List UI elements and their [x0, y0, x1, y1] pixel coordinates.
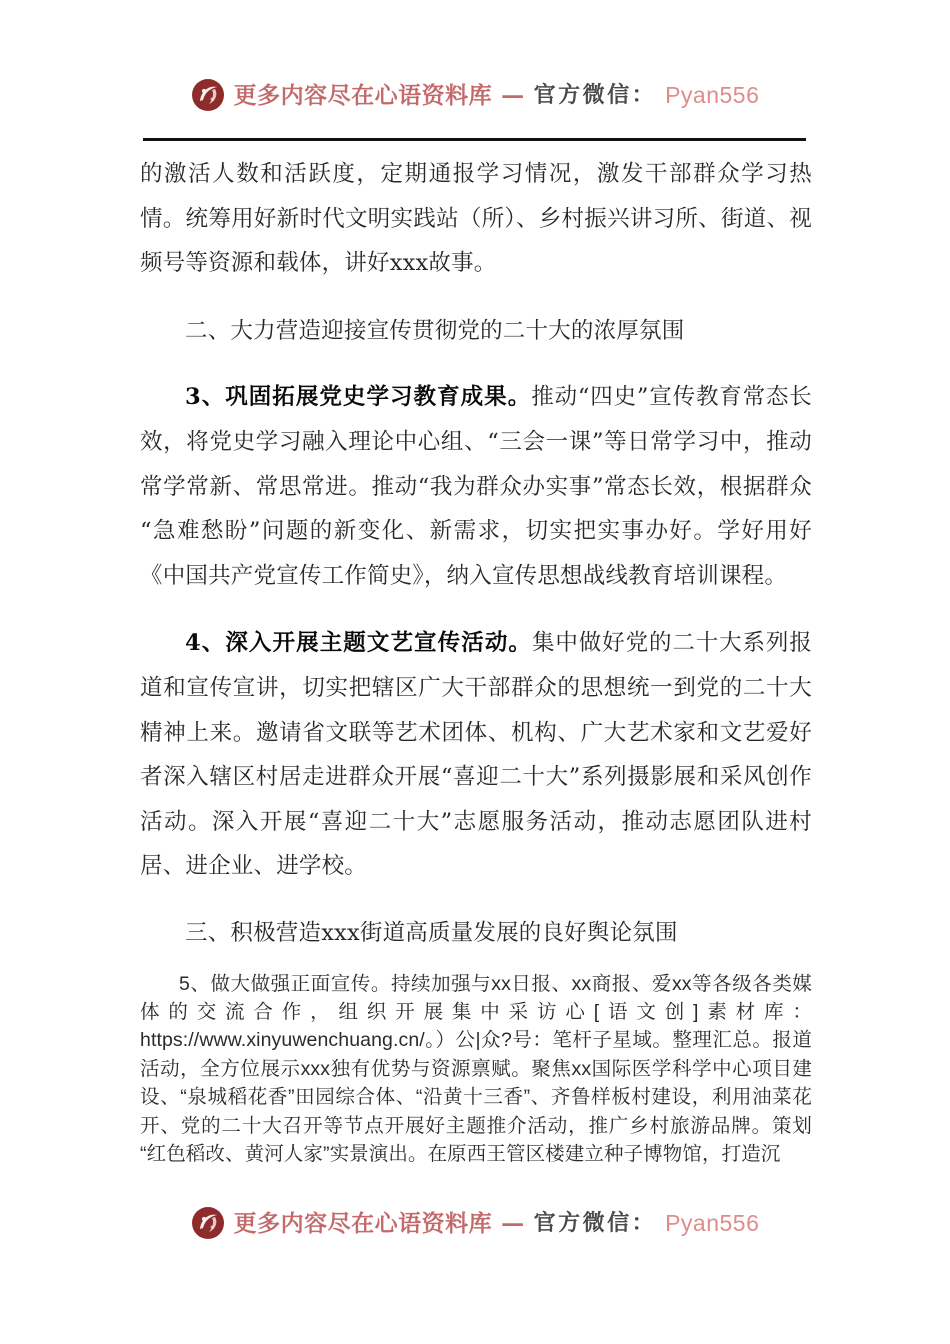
- watermark-handle: Pyan556: [665, 1209, 760, 1236]
- item-3-lead-label: 3、巩固拓展党史学习教育成果。: [185, 384, 532, 411]
- section-heading-two: 二、大力营造迎接宣传贯彻党的二十大的浓厚氛围: [185, 317, 685, 344]
- spacer: [140, 956, 812, 970]
- section-heading-three: 三、积极营造xxx街道高质量发展的良好舆论氛围: [185, 919, 678, 946]
- watermark-label: 官方微信：: [533, 82, 657, 108]
- item-3-body-text: 推动“四史”宣传教育常态长效，将党史学习融入理论中心组、“三会一课”等日常学习中，推动常学常新、常思常进。推动“我为群众办实事”常态长效，根据群众“急难愁盼”问题的新变化、新需求，切实把实事办好。学好用好《中国共产党宣传工作简史》，纳入宣传思想战线教育培训课程。: [140, 384, 812, 589]
- watermark-label: 官方微信：: [533, 1210, 657, 1236]
- watermark-dash: —: [501, 81, 525, 109]
- numbered-item-5: 5、做大做强正面宣传。持续加强与xx日报、xx商报、爱xx等各级各类媒体的交流合作，组织开展集中采访心[语文创]素材库：https://www.xinyuwenchuang.cn/。）公|众?号：笔杆子星域。整理汇总。报道活动，全方位展示xxx独有优势与资源禀赋。聚焦xx国际医学科学中心项目建设、“泉城稻花香”田园综合体、“沿黄十三香”、齐鲁样板村建设，利用油菜花开、党的二十大召开等节点开展好主题推介活动，推广乡村旅游品牌。策划“红色稻改、黄河人家”实景演出。在原西王管区楼建立种子博物馆，打造沉: [140, 972, 812, 1165]
- watermark-dash: —: [501, 1209, 525, 1237]
- header-divider-rule: [143, 138, 806, 141]
- header-watermark: [0, 78, 950, 112]
- spacer: [140, 286, 812, 309]
- watermark-main-text: 更多内容尽在心语资料库: [233, 81, 493, 109]
- numbered-item-3: [140, 375, 812, 598]
- spacer: [140, 598, 812, 621]
- numbered-item-4: [140, 621, 812, 889]
- spacer: [140, 889, 812, 911]
- paragraph-continuation: 的激活人数和活跃度，定期通报学习情况，激发干部群众学习热情。统筹用好新时代文明实践站（所）、乡村振兴讲习所、街道、视频号等资源和载体，讲好xxx故事。: [140, 161, 812, 277]
- watermark-main-text: 更多内容尽在心语资料库: [233, 1209, 493, 1237]
- watermark-handle: Pyan556: [665, 81, 760, 108]
- footer-watermark: [0, 1206, 950, 1240]
- item-4-lead-label: 4、深入开展主题文艺宣传活动。: [185, 630, 533, 657]
- document-body: [140, 152, 812, 1168]
- spacer: [140, 353, 812, 375]
- swirl-seal-logo-icon: [191, 1206, 225, 1240]
- swirl-seal-logo-icon: [191, 78, 225, 112]
- item-4-body-text: 集中做好党的二十大系列报道和宣传宣讲，切实把辖区广大干部群众的思想统一到党的二十大精神上来。邀请省文联等艺术团体、机构、广大艺术家和文艺爱好者深入辖区村居走进群众开展“喜迎二十大”系列摄影展和采风创作活动。深入开展“喜迎二十大”志愿服务活动，推动志愿团队进村居、进企业、进学校。: [140, 630, 813, 880]
